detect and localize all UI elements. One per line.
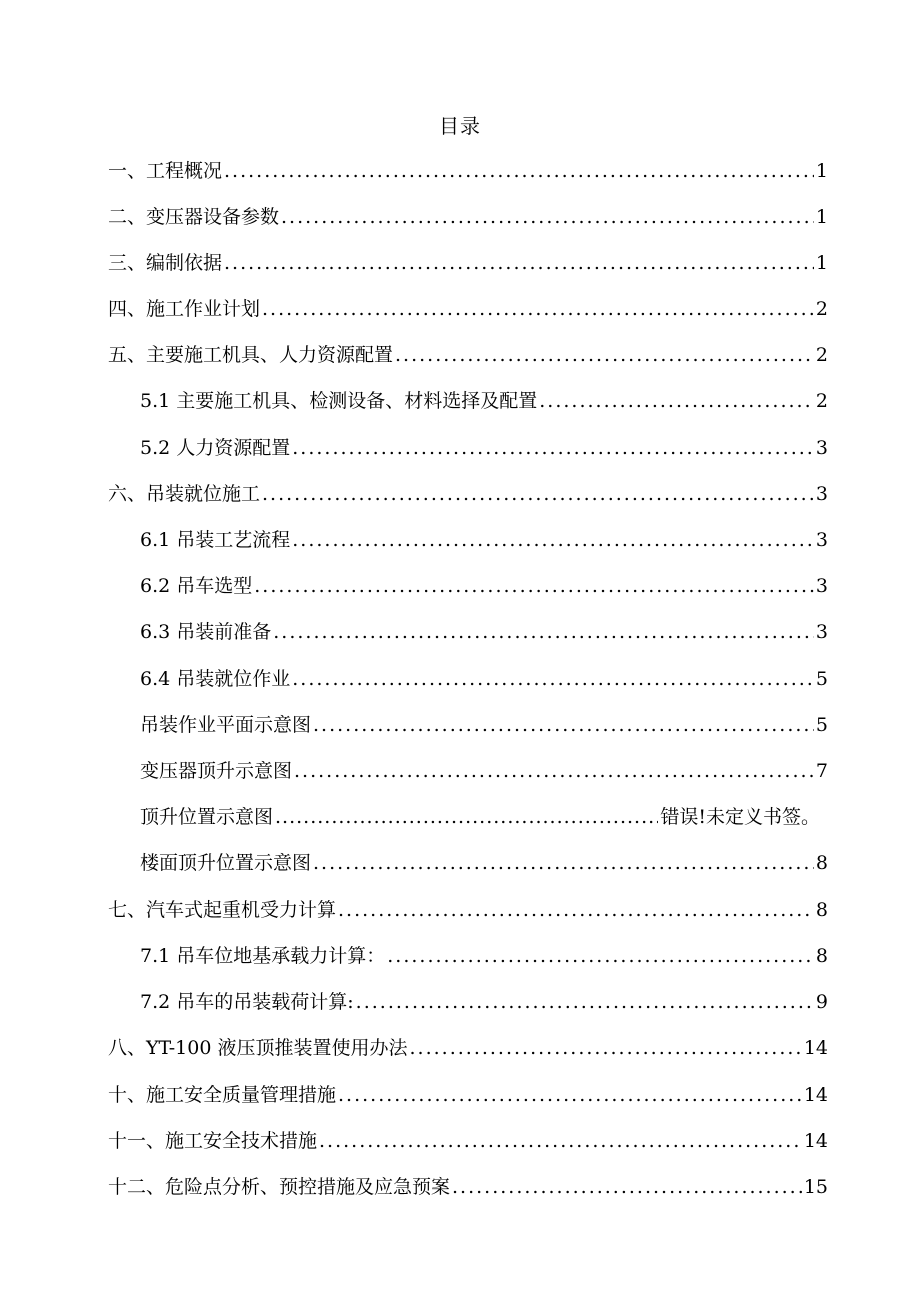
toc-entry-page: 3 [815,437,828,459]
dot-leader [292,664,814,694]
toc-title: 目录 [439,114,481,138]
toc-entry-5-2[interactable] [140,429,828,463]
toc-entry-6-2[interactable] [140,567,828,601]
dot-leader [281,202,814,232]
toc-entry-page: 3 [815,529,828,551]
toc-entry-4[interactable] [108,290,828,324]
toc-entry-page: 7 [815,760,828,782]
dot-leader [356,987,814,1017]
toc-entry-title: 四、施工作业计划 [108,298,261,320]
toc-entry-title: 变压器顶升示意图 [140,760,293,782]
toc-entry-title: 顶升位置示意图 [140,806,274,828]
toc-entry-page: 14 [803,1037,828,1059]
toc-entry-title: 三、编制依据 [108,252,223,274]
dot-leader [273,617,814,647]
toc-entry-5-1[interactable] [140,382,828,416]
toc-entry-page: 9 [815,991,828,1013]
dot-leader [387,941,814,971]
toc-entry-8[interactable] [108,1029,828,1063]
dot-leader [319,1126,802,1156]
toc-entry-page: 3 [815,575,828,597]
toc-entry-7-2[interactable] [140,983,828,1017]
toc-entry-title: 5.1 主要施工机具、检测设备、材料选择及配置 [140,390,538,412]
toc-entry-title: 七、汽车式起重机受力计算 [108,899,337,921]
toc-entry-page: 2 [815,390,828,412]
toc-entry-title: 7.1 吊车位地基承载力计算： [140,945,386,967]
dot-leader [395,340,814,370]
dot-leader [313,710,814,740]
toc-entry-page: 8 [815,852,828,874]
toc-entry-2[interactable] [108,198,828,232]
toc-entry-title: 一、工程概况 [108,160,223,182]
dot-leader [410,1033,802,1063]
toc-entry-page: 1 [815,160,828,182]
dot-leader [262,294,814,324]
toc-entry-title: 八、YT-100 液压顶推装置使用办法 [108,1037,408,1059]
dot-leader [224,156,814,186]
toc-entry-jacking-position-figure[interactable] [140,798,820,832]
toc-entry-10[interactable] [108,1076,828,1110]
toc-entry-page: 3 [815,621,828,643]
toc-entry-page: 14 [803,1084,828,1106]
dot-leader [294,756,814,786]
toc-entry-title: 7.2 吊车的吊装载荷计算: [140,991,354,1013]
toc-entry-title: 6.1 吊装工艺流程 [140,529,291,551]
toc-entry-7-1[interactable] [140,937,828,971]
toc-entry-title: 二、变压器设备参数 [108,206,280,228]
toc-entry-floor-jacking-figure[interactable] [140,844,828,878]
toc-entry-page: 15 [803,1176,828,1198]
toc-entry-title: 楼面顶升位置示意图 [140,852,312,874]
toc-entry-11[interactable] [108,1122,828,1156]
toc-entry-title: 6.2 吊车选型 [140,575,253,597]
toc-entry-6[interactable] [108,475,828,509]
toc-entry-page: 1 [815,206,828,228]
toc-entry-title: 6.3 吊装前准备 [140,621,272,643]
dot-leader [452,1172,802,1202]
toc-entry-title: 十二、危险点分析、预控措施及应急预案 [108,1176,451,1198]
dot-leader [292,525,814,555]
toc-entry-page: 3 [815,483,828,505]
toc-entry-title: 6.4 吊装就位作业 [140,668,291,690]
toc-entry-page: 5 [815,714,828,736]
dot-leader [313,848,814,878]
toc-entry-1[interactable] [108,152,828,186]
toc-entry-page-error: 错误!未定义书签。 [660,806,820,828]
toc-entry-page: 2 [815,344,828,366]
toc-entry-6-1[interactable] [140,521,828,555]
dot-leader [539,386,814,416]
toc-entry-5[interactable] [108,336,828,370]
toc-entry-title: 吊装作业平面示意图 [140,714,312,736]
toc-entry-title: 五、主要施工机具、人力资源配置 [108,344,394,366]
dot-leader [338,1080,802,1110]
toc-entry-12[interactable] [108,1168,828,1202]
toc-entry-lift-plan-figure[interactable] [140,706,828,740]
toc-entry-jacking-figure[interactable] [140,752,828,786]
toc-entry-6-3[interactable] [140,613,828,647]
toc-entry-page: 1 [815,252,828,274]
toc-entry-title: 六、吊装就位施工 [108,483,261,505]
dot-leader [254,571,814,601]
toc-entry-3[interactable] [108,244,828,278]
toc-entry-7[interactable] [108,891,828,925]
dot-leader [262,479,814,509]
toc-entry-title: 十、施工安全质量管理措施 [108,1084,337,1106]
toc-entry-page: 8 [815,899,828,921]
dot-leader [224,248,814,278]
toc-entry-page: 2 [815,298,828,320]
toc-entry-page: 8 [815,945,828,967]
toc-entry-title: 5.2 人力资源配置 [140,437,291,459]
dot-leader [338,895,814,925]
toc-entry-title: 十一、施工安全技术措施 [108,1130,318,1152]
toc-entry-6-4[interactable] [140,660,828,694]
dot-leader [275,802,658,832]
dot-leader [292,433,814,463]
toc-entry-page: 14 [803,1130,828,1152]
toc-entry-page: 5 [815,668,828,690]
